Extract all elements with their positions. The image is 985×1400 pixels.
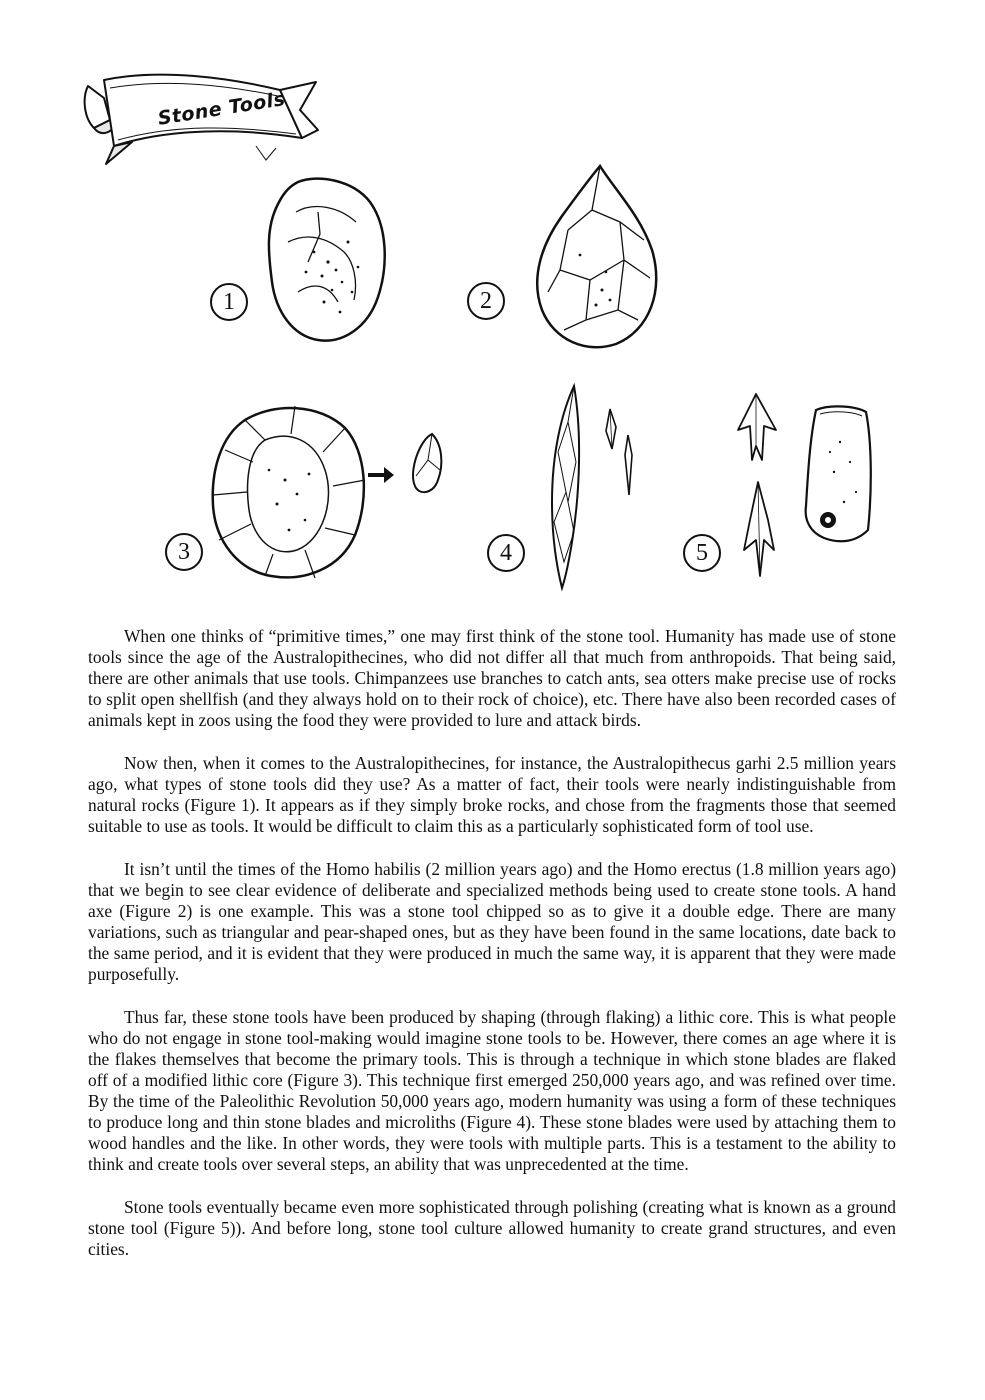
figure-1-rock-illustration [258, 172, 398, 352]
figure-3-arrow-icon [366, 465, 396, 485]
banner-title: Stone Tools [156, 87, 287, 130]
figure-5-arrowheads-illustration [734, 390, 784, 590]
figure-5-number: 5 [683, 534, 721, 572]
article-body [88, 626, 896, 1282]
paragraph-5: Stone tools eventually became even more sophisticated through polishing (creating what is known as a ground stone tool (Figure 5)). And before long, stone tool culture allowed humanity to create grand structures, and even cities. [88, 1197, 896, 1259]
figures-area [0, 160, 985, 600]
paragraph-4: Thus far, these stone tools have been produced by shaping (through flaking) a lithic core. This is what people who do not engage in stone tool-making would imagine stone tools to be. However, there comes an age where it is the flakes themselves that become the primary tools. This is through a technique in which stone blades are flaked off of a modified lithic core (Figure 3). This technique first emerged 250,000 years ago, and was refined over time. By the time of the Paleolithic Revolution 50,000 years ago, modern humanity was using a form of these techniques to produce long and thin stone blades and microliths (Figure 4). These stone blades were used by attaching them to wood handles and the like. In other words, they were tools with multiple parts. This is a testament to the ability to think and create tools over several steps, an ability that was unprecedented at the time. [88, 1007, 896, 1174]
paragraph-2: Now then, when it comes to the Australopithecines, for instance, the Australopithecus garhi 2.5 million years ago, what types of stone tools did they use? As a matter of fact, their tools were nearly indistinguishable from natural rocks (Figure 1). It appears as if they simply broke rocks, and chose from the fragments those that seemed suitable to use as tools. It would be difficult to claim this as a particularly sophisticated form of tool use. [88, 753, 896, 836]
figure-3-flake-illustration [408, 430, 448, 500]
figure-2-number: 2 [467, 282, 505, 320]
figure-4-microlith-illustration [600, 405, 640, 500]
figure-4-blade-illustration [546, 382, 586, 592]
figure-3-number: 3 [165, 533, 203, 571]
figure-4-number: 4 [487, 534, 525, 572]
figure-3-core-illustration [205, 400, 375, 585]
paragraph-1: When one thinks of “primitive times,” one may first think of the stone tool. Humanity has made use of stone tools since the age of the Australopithecines, who did not differ all that much from anthropoids. That being said, there are other animals that use tools. Chimpanzees use branches to catch ants, sea otters make precise use of rocks to split open shellfish (and they always hold on to their rock of choice), etc. There have also been recorded cases of animals kept in zoos using the food they were provided to lure and attack birds. [88, 626, 896, 730]
paragraph-3: It isn’t until the times of the Homo habilis (2 million years ago) and the Homo erectus (1.8 million years ago) that we begin to see clear evidence of deliberate and specialized methods being used to create stone tools. A hand axe (Figure 2) is one example. This was a stone tool chipped so as to give it a double edge. There are many variations, such as triangular and pear-shaped ones, but as they have been found in the same locations, date back to the same period, and it is evident that they were produced in much the same way, it is apparent that they were made purposefully. [88, 859, 896, 984]
figure-1-number: 1 [210, 283, 248, 321]
figure-5-ground-stone-tool-illustration [800, 402, 880, 552]
figure-2-hand-axe-illustration [520, 160, 670, 355]
